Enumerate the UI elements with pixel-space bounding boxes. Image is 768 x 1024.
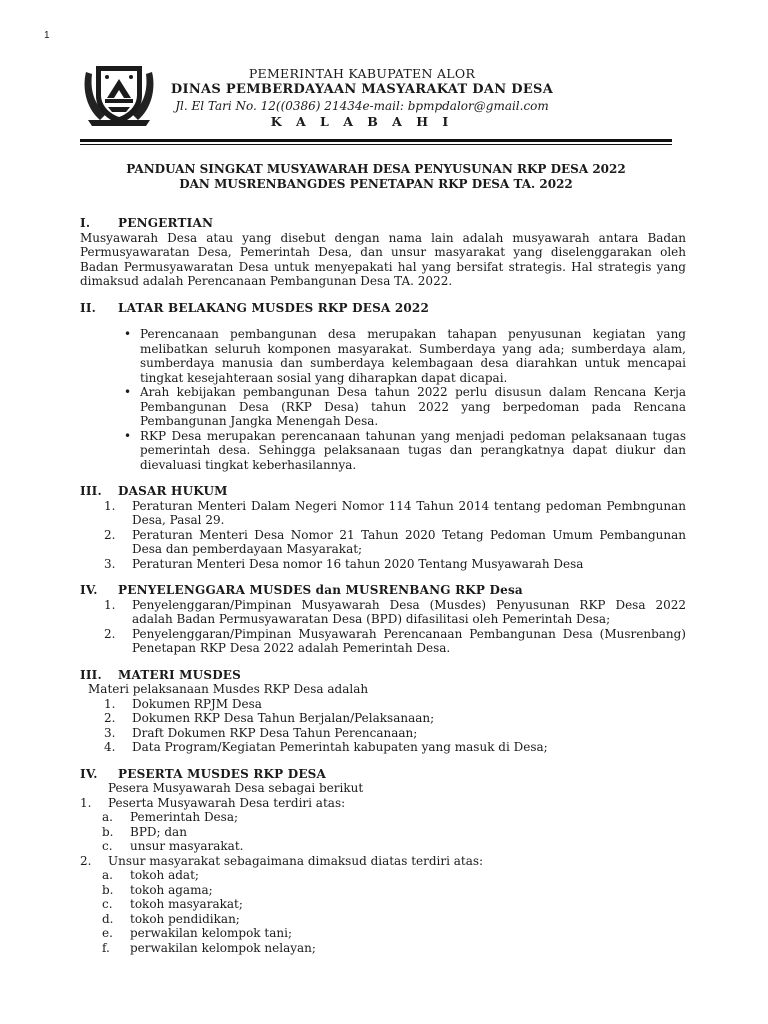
list-item: • Arah kebijakan pembangunan Desa tahun 2022 perlu disusun dalam Rencana Kerja Pembangunan Desa (RKP Desa) tahun 2022 yang berpedoman pada Rencana Pembangunan Jangka Menengah Desa.: [124, 385, 686, 429]
letterhead: [160, 66, 564, 130]
list-item: • Perencanaan pembangunan desa merupakan tahapan penyusunan kegiatan yang melibatkan seluruh komponen masyarakat. Sumberdaya yang ada; sumberdaya alam, sumberdaya manusia dan sumberdaya kelembagaan desa diarahkan untuk mencapai tingkat kesejahteraan sosial yang diharapkan dapat dicapai.: [124, 327, 686, 385]
list-item: 2. Unsur masyarakat sebagaimana dimaksud diatas terdiri atas:: [80, 853, 484, 868]
peserta-group-1-items: [80, 810, 686, 854]
section-heading-materi-musdes: III. MATERI MUSDES: [80, 667, 242, 682]
title-line-1: PANDUAN SINGKAT MUSYAWARAH DESA PENYUSUNAN RKP DESA 2022: [126, 162, 626, 176]
list-item: 4. Data Program/Kegiatan Pemerintah kabupaten yang masuk di Desa;: [104, 740, 548, 754]
list-item: 2. Peraturan Menteri Desa Nomor 21 Tahun 2020 Tetang Pedoman Umum Pembangunan Desa dan pemberdayaan Masyarakat;: [104, 527, 686, 556]
list-item: a. Pemerintah Desa;: [102, 810, 239, 824]
materi-list: [80, 697, 686, 755]
peserta-intro: Pesera Musyawarah Desa sebagai berikut: [108, 781, 364, 795]
list-item: d. tokoh pendidikan;: [102, 911, 240, 926]
list-item: b. tokoh agama;: [102, 882, 213, 897]
section-heading-peserta: IV. PESERTA MUSDES RKP DESA: [80, 766, 327, 781]
list-item: 1. Penyelenggaran/Pimpinan Musyawarah Desa (Musdes) Penyusunan RKP Desa 2022 adalah Badan Permusyawaratan Desa (BPD) difasilitasi oleh Pemerintah Desa;: [104, 597, 686, 626]
list-item: a. tokoh adat;: [102, 868, 199, 882]
list-item: 3. Peraturan Menteri Desa nomor 16 tahun 2020 Tentang Musyawarah Desa: [104, 556, 584, 571]
list-item: • RKP Desa merupakan perencanaan tahunan yang menjadi pedoman pelaksanaan tugas pemerintah desa. Sehingga pelaksanaan tugas dan perangkatnya dapat diukur dan dievaluasi tingkat keberhasilannya.: [124, 429, 686, 473]
letterhead-rule-thick: [80, 139, 672, 142]
regency-crest-icon: [80, 62, 158, 128]
peserta-group-2-items: [80, 868, 686, 955]
title-line-2: DAN MUSRENBANGDES PENETAPAN RKP DESA TA. 2022: [179, 177, 573, 191]
section-heading-latar-belakang: II. LATAR BELAKANG MUSDES RKP DESA 2022: [80, 300, 430, 315]
list-item: 1. Dokumen RPJM Desa: [104, 696, 262, 711]
list-item: 3. Draft Dokumen RKP Desa Tahun Perencanaan;: [104, 725, 418, 740]
page-number: 1: [44, 30, 50, 41]
section-text-pengertian: Musyawarah Desa atau yang disebut dengan nama lain adalah musyawarah antara Badan Permusyawaratan Desa, Pemerintah Desa, dan unsur masyarakat yang diselenggarakan oleh Badan Permusyawaratan Desa untuk menyepakati hal yang bersifat strategis. Hal strategis yang dimaksud adalah Perencanaan Pembangunan Desa TA. 2022.: [80, 230, 686, 288]
section-heading-penyelenggara: IV. PENYELENGGARA MUSDES dan MUSRENBANG RKP Desa: [80, 583, 523, 597]
list-item: 2. Penyelenggaran/Pimpinan Musyawarah Perencanaan Pembangunan Desa (Musrenbang) Penetapan RKP Desa 2022 adalah Pemerintah Desa.: [104, 626, 686, 655]
latar-belakang-list: [80, 327, 686, 472]
penyelenggara-list: [80, 598, 686, 656]
section-heading-pengertian: I. PENGERTIAN: [80, 216, 214, 230]
peserta-group-1: [80, 796, 686, 811]
letterhead-office: DINAS PEMBERDAYAAN MASYARAKAT DAN DESA: [170, 82, 554, 97]
document-title: [80, 162, 672, 192]
document-body: [80, 216, 686, 955]
letterhead-address: Jl. El Tari No. 12((0386) 21434e-mail: bpmpdalor@gmail.com: [175, 99, 549, 113]
list-item: 2. Dokumen RKP Desa Tahun Berjalan/Pelaksanaan;: [104, 711, 435, 725]
letterhead-rule-thin: [80, 144, 672, 145]
list-item: c. tokoh masyarakat;: [102, 897, 243, 911]
dasar-hukum-list: [80, 499, 686, 572]
letterhead-government: PEMERINTAH KABUPATEN ALOR: [248, 66, 476, 81]
materi-intro: Materi pelaksanaan Musdes RKP Desa adalah: [88, 682, 369, 696]
list-item: e. perwakilan kelompok tani;: [102, 926, 292, 940]
letterhead-city: K A L A B A H I: [270, 114, 454, 129]
list-item: 1. Peraturan Menteri Dalam Negeri Nomor 114 Tahun 2014 tentang pedoman Pembngunan Desa, Pasal 29.: [104, 498, 686, 527]
peserta-group-2: [80, 854, 686, 869]
list-item: c. unsur masyarakat.: [102, 839, 244, 853]
list-item: f. perwakilan kelompok nelayan;: [102, 940, 316, 955]
section-heading-dasar-hukum: III. DASAR HUKUM: [80, 484, 228, 498]
list-item: b. BPD; dan: [102, 824, 187, 839]
list-item: 1. Peserta Musyawarah Desa terdiri atas:: [80, 795, 346, 810]
